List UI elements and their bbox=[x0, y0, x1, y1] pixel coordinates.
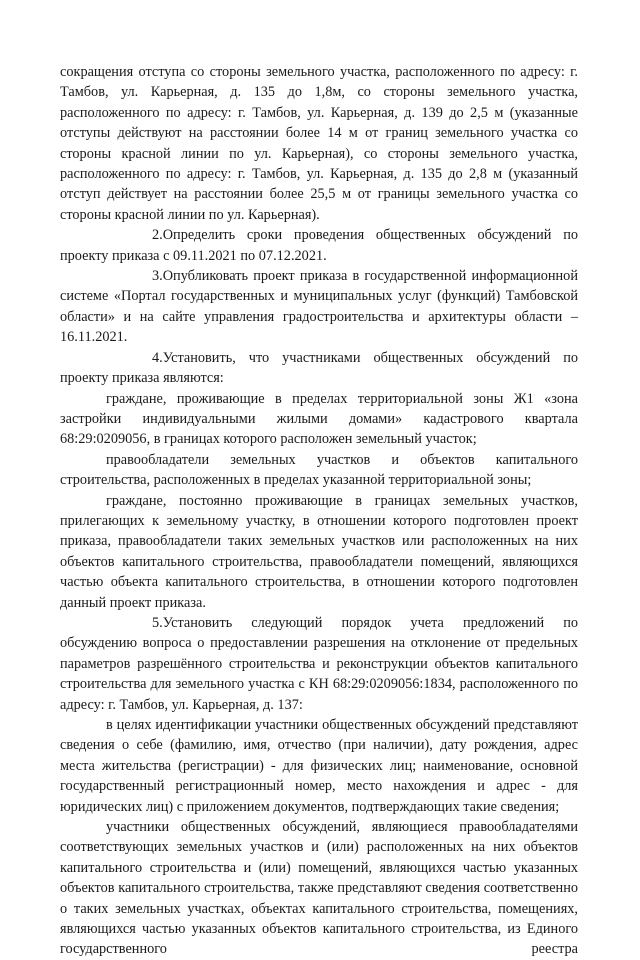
paragraph-text: граждане, постоянно проживающие в границах земельных участков, прилегающих к земельному участку, в отношении которого подготовлен проект приказа, правообладатели таких земельных участков или расположенных на них объектов капитального строительства, правообладатели помещений, являющихся частью объекта капитального строительства, в отношении которого подготовлен данный проект приказа. bbox=[60, 492, 578, 611]
paragraph-item-2 bbox=[60, 225, 578, 266]
paragraph-text: Установить, что участниками общественных обсуждений по проекту приказа являются: bbox=[60, 349, 578, 387]
item-number: 2. bbox=[152, 227, 163, 244]
paragraph-text: граждане, проживающие в пределах территориальной зоны Ж1 «зона застройки индивидуальными жилыми домами» кадастрового квартала 68:29:0209056, в границах которого расположен земельный участок; bbox=[60, 390, 578, 448]
paragraph-item-3 bbox=[60, 266, 578, 348]
paragraph-participants-owners bbox=[60, 450, 578, 491]
paragraph-item-5 bbox=[60, 613, 578, 715]
item-number: 4. bbox=[152, 349, 163, 366]
paragraph-text: в целях идентификации участники общественных обсуждений представляют сведения о себе (фамилию, имя, отчество (при наличии), дату рождения, адрес места жительства (регистрации) - для физических лиц; наименование, основной государственный регистрационный номер, место нахождения и адрес - для юридических лиц) с приложением документов, подтверждающих такие сведения; bbox=[60, 717, 578, 815]
paragraph-text: Установить следующий порядок учета предложений по обсуждению вопроса о предоставлении разрешения на отклонение от предельных параметров разрешённого строительства и реконструкции объектов капитального строительства для земельного участка с КН 68:29:0209056:1834, расположенного по адресу: г. Тамбов, ул. Карьерная, д. 137: bbox=[60, 614, 578, 713]
item-number: 3. bbox=[152, 268, 163, 285]
paragraph-identification bbox=[60, 715, 578, 817]
paragraph-text: Опубликовать проект приказа в государственной информационной системе «Портал государственных и муниципальных услуг (функций) Тамбовской области» и на сайте управления градостроительства и архитектуры области – 16.11.2021. bbox=[60, 268, 578, 346]
paragraph-text: правообладатели земельных участков и объектов капитального строительства, расположенных в пределах указанной территориальной зоны; bbox=[60, 451, 578, 489]
paragraph-participants-residents bbox=[60, 389, 578, 450]
item-number: 5. bbox=[152, 614, 163, 631]
paragraph-item-4 bbox=[60, 348, 578, 389]
paragraph-continuation bbox=[60, 62, 578, 225]
paragraph-text: Определить сроки проведения общественных обсуждений по проекту приказа с 09.11.2021 по 07.12.2021. bbox=[60, 227, 578, 264]
paragraph-text: участники общественных обсуждений, являющиеся правообладателями соответствующих земельных участков и (или) расположенных на них объектов капитального строительства и (или) помещений, являющихся частью указанных объектов капитального строительства, также представляют сведения соответственно о таких земельных участках, объектах капитального строительства, помещениях, являющихся частью указанных объектов капитального строительства, из Единого государственного реестра bbox=[60, 819, 578, 958]
paragraph-text: сокращения отступа со стороны земельного участка, расположенного по адресу: г. Тамбов, ул. Карьерная, д. 135 до 1,8м, со стороны земельного участка, расположенного по адресу: г. Тамбов, ул. Карьерная, д. 139 до 2,5 м (указанные отступы действуют на расстоянии более 14 м от границ земельного участка со стороны красной линии по ул. Карьерная), со стороны земельного участка, расположенного по адресу: г. Тамбов, ул. Карьерная, д. 135 до 2,8 м (указанный отступ действует на расстоянии более 25,5 м от границы земельного участка со стороны красной линии по ул. Карьерная). bbox=[60, 64, 578, 223]
paragraph-owners-info bbox=[60, 817, 578, 960]
document-page bbox=[60, 62, 578, 960]
paragraph-participants-adjacent bbox=[60, 491, 578, 613]
